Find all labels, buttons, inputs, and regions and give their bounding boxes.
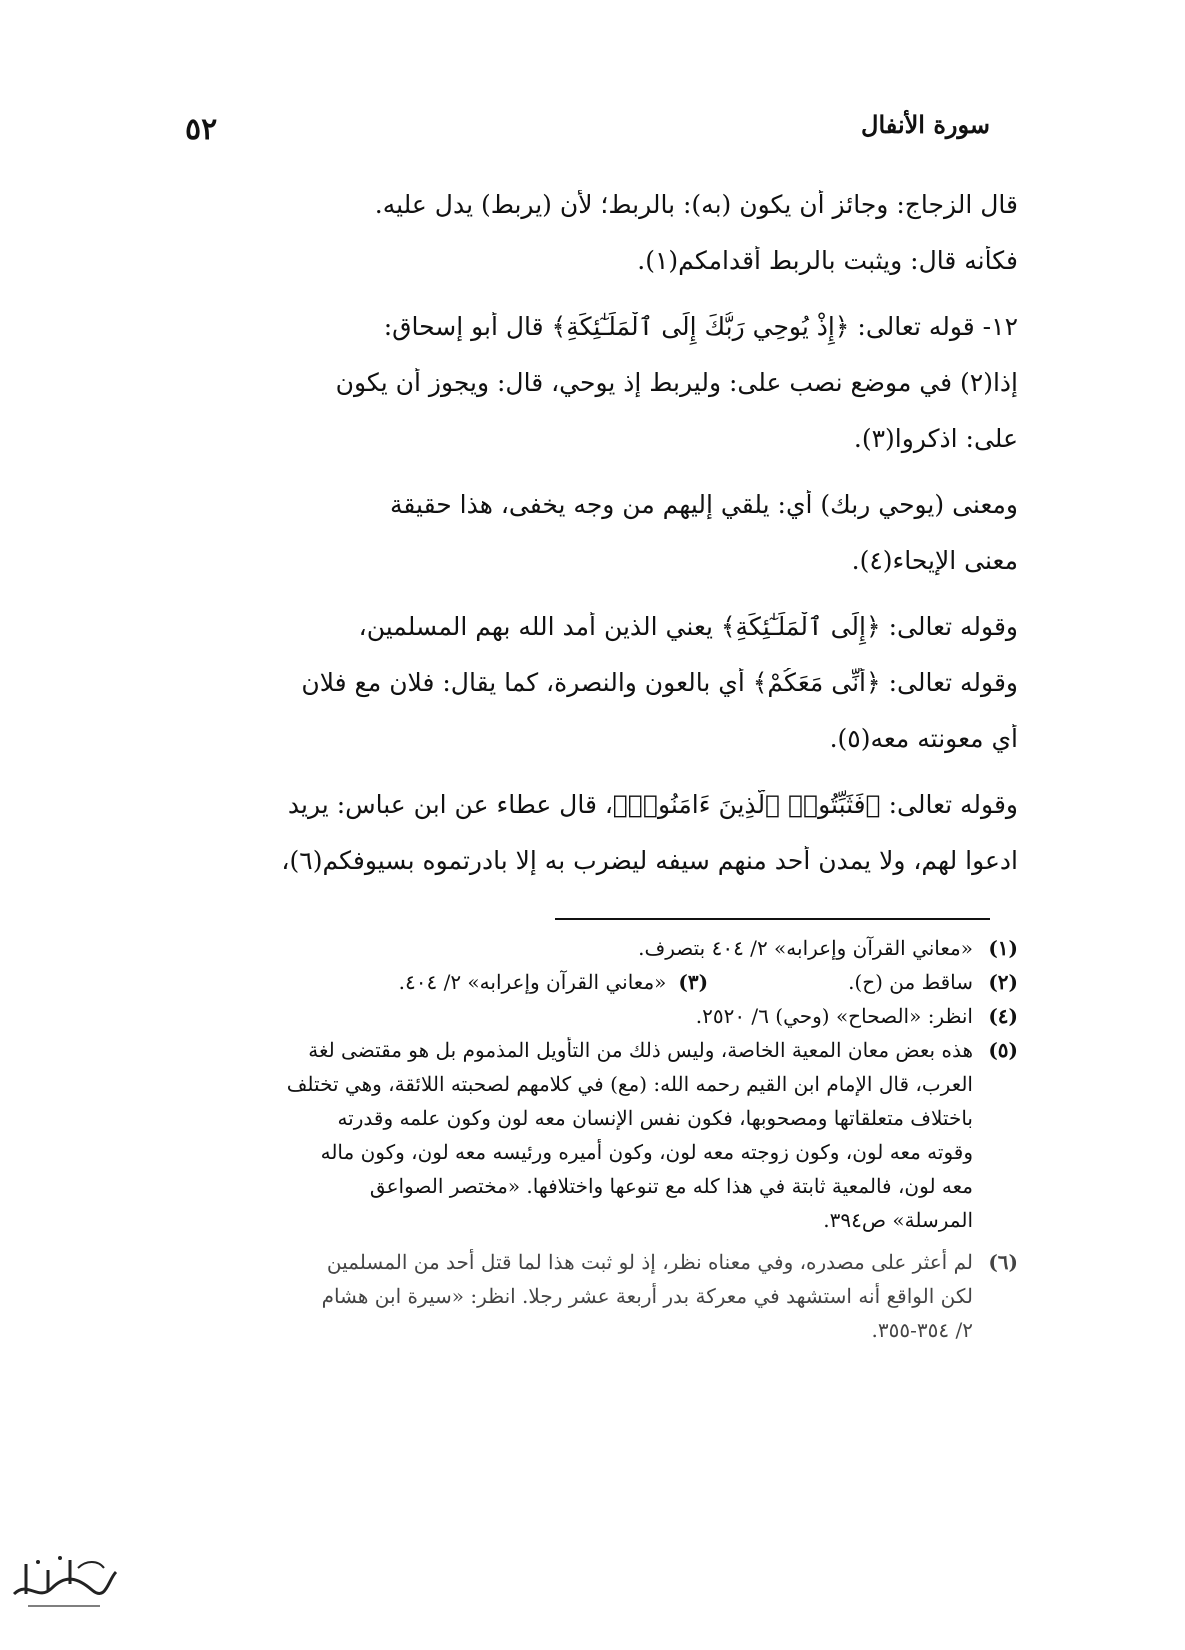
text-line: أي معونته معه(٥).: [829, 724, 1018, 753]
main-text: [148, 190, 1018, 902]
footnote-line: معه لون، فالمعية ثابتة في هذا كله مع تنوعها واختلافها. «مختصر الصواعق: [369, 1174, 973, 1198]
footnote-line: لكن الواقع أنه استشهد في معركة بدر أربعة عشر رجلا. انظر: «سيرة ابن هشام: [321, 1284, 973, 1308]
page-header: [185, 100, 990, 150]
footnote-4: [148, 1003, 1018, 1037]
text-line: ادعوا لهم، ولا يمدن أحد منهم سيفه ليضرب به إلا بادرتموه بسيوفكم(٦)،: [281, 846, 1018, 875]
footnote-line: هذه بعض معان المعية الخاصة، وليس ذلك من التأويل المذموم بل هو مقتضى لغة: [308, 1038, 973, 1062]
footnote-line: العرب، قال الإمام ابن القيم رحمه الله: (مع) في كلامهم لصحبته اللائقة، وهي تختلف: [286, 1072, 973, 1096]
text-line: قال الزجاج: وجائز أن يكون (به): بالربط؛ لأن (يربط) يدل عليه.: [374, 190, 1018, 219]
text-line: وقوله تعالى: ﴿أَنِّى مَعَكُمْ﴾ أي بالعون والنصرة، كما يقال: فلان مع فلان: [301, 668, 1018, 697]
footnote-text: «معاني القرآن وإعرابه» ٢/ ٤٠٤.: [398, 970, 667, 994]
text-line: وقوله تعالى: ﴿فَثَبِّتُوا۟ ٱلَّذِينَ ءَامَنُوا۟﴾، قال عطاء عن ابن عباس: يريد: [287, 790, 1018, 819]
footnote-1: [148, 935, 1018, 969]
publisher-logo: [8, 1550, 120, 1612]
text-line: ومعنى (يوحي ربك) أي: يلقي إليهم من وجه يخفى، هذا حقيقة: [389, 490, 1018, 519]
footnote-number: (١): [988, 936, 1018, 960]
footnote-line: وقوته معه لون، وكون زوجته معه لون، وكون أميره ورئيسه معه لون، وكون ماله: [320, 1140, 973, 1164]
footnote-text: ساقط من (ح).: [848, 970, 973, 994]
footnote-text: «معاني القرآن وإعرابه» ٢/ ٤٠٤ بتصرف.: [638, 936, 973, 960]
footnotes: [148, 935, 1018, 1351]
text-line: على: اذكروا(٣).: [853, 424, 1018, 453]
footnote-5: [148, 1037, 1018, 1241]
footnote-number: (٢): [988, 970, 1018, 994]
footnote-number: (٥): [988, 1038, 1018, 1062]
footnote-line: باختلاف متعلقاتها ومصحوبها، فكون نفس الإنسان معه لون وكون علمه وقدرته: [337, 1106, 973, 1130]
footnote-number: (٤): [988, 1004, 1018, 1028]
text-line: فكأنه قال: ويثبت بالربط أقدامكم(١).: [637, 246, 1018, 275]
text-line: وقوله تعالى: ﴿إِلَى ٱلْمَلَـٰٓئِكَةِ﴾ يعني الذين أمد الله بهم المسلمين،: [358, 612, 1018, 641]
footnote-6: [148, 1249, 1018, 1351]
footnote-number: (٣): [678, 970, 709, 994]
footnote-divider: [555, 918, 990, 920]
footnote-text: انظر: «الصحاح» (وحي) ٦/ ٢٥٢٠.: [695, 1004, 973, 1028]
text-line: إذا(٢) في موضع نصب على: وليربط إذ يوحي، قال: ويجوز أن يكون: [335, 368, 1018, 397]
footnote-line: المرسلة» ص٣٩٤.: [823, 1208, 973, 1232]
text-line: ١٢- قوله تعالى: ﴿إِذْ يُوحِي رَبُّكَ إِلَى ٱلْمَلَـٰٓئِكَةِ﴾ قال أبو إسحاق:: [383, 312, 1018, 341]
footnote-number: (٦): [988, 1250, 1018, 1274]
footnote-2-3: [148, 969, 1018, 1003]
footnote-line: ٢/ ٣٥٤-٣٥٥.: [871, 1318, 973, 1342]
footnote-line: لم أعثر على مصدره، وفي معناه نظر، إذ لو ثبت هذا لما قتل أحد من المسلمين: [326, 1250, 973, 1274]
surah-title: سورة الأنفال: [861, 110, 990, 139]
page-number: ٥٢: [185, 112, 218, 147]
text-line: معنى الإيحاء(٤).: [851, 546, 1018, 575]
